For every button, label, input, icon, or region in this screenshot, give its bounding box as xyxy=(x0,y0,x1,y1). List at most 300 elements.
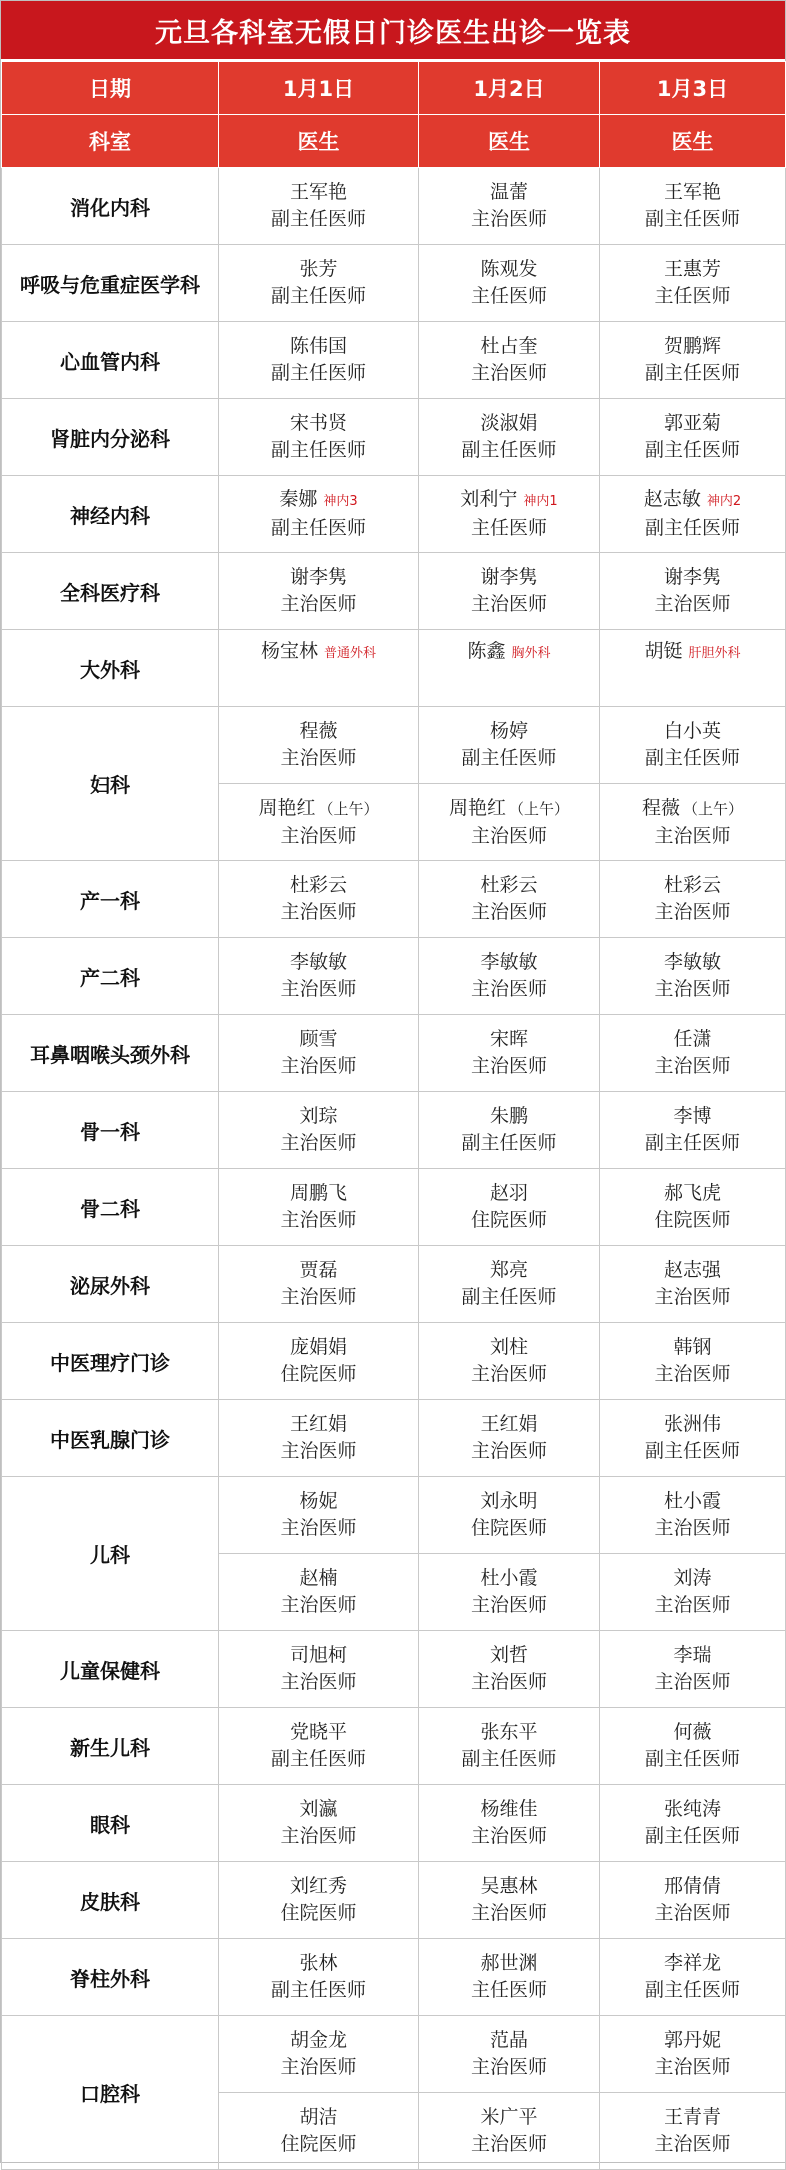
doctor-name-line xyxy=(219,638,418,667)
doctor-cell xyxy=(600,1554,786,1631)
department-name: 眼科 xyxy=(2,1785,219,1862)
doctor-title: 副主任医师 xyxy=(461,1286,557,1308)
doctor-cell xyxy=(219,2016,419,2093)
doctor-cell xyxy=(600,1400,786,1477)
doctor-name-line xyxy=(419,638,599,667)
doctor-name: 李敏敏 xyxy=(480,951,538,973)
doctor-title: 副主任医师 xyxy=(461,439,557,461)
doctor-cell xyxy=(600,322,786,399)
doctor-name: 杨维佳 xyxy=(480,1798,538,1820)
doctor-cell xyxy=(219,861,419,938)
doctor-cell xyxy=(419,168,600,245)
doctor-label-day2: 医生 xyxy=(419,115,600,168)
doctor-title: 副主任医师 xyxy=(644,1440,740,1462)
doctor-name: 刘瀛 xyxy=(299,1798,338,1820)
doctor-name-line xyxy=(219,1257,418,1284)
doctor-name: 刘利宁 xyxy=(460,488,518,510)
doctor-title: 副主任医师 xyxy=(270,208,366,230)
doctor-name: 杜彩云 xyxy=(289,874,347,896)
doctor-cell xyxy=(419,1246,600,1323)
doctor-name: 胡洁 xyxy=(299,2106,338,2128)
doctor-cell xyxy=(219,1939,419,2016)
doctor-name-line xyxy=(600,1103,785,1130)
doctor-title: 主治医师 xyxy=(280,593,357,615)
doctor-name-line xyxy=(600,486,785,515)
doctor-name-line xyxy=(600,1642,785,1669)
table-row xyxy=(2,1015,786,1092)
doctor-name-line xyxy=(600,1026,785,1053)
doctor-cell xyxy=(419,1015,600,1092)
doctor-title: 主治医师 xyxy=(470,1363,547,1385)
department-name: 新生儿科 xyxy=(2,1708,219,1785)
doctor-title: 副主任医师 xyxy=(270,362,366,384)
doctor-cell xyxy=(419,399,600,476)
doctor-name-line xyxy=(219,1103,418,1130)
page-title: 元旦各科室无假日门诊医生出诊一览表 xyxy=(1,1,785,61)
doctor-name: 周艳红 xyxy=(258,796,316,819)
doctor-title: 副主任医师 xyxy=(644,362,740,384)
doctor-title: 主治医师 xyxy=(654,901,731,923)
doctor-title: 主治医师 xyxy=(470,1902,547,1924)
doctor-title: 副主任医师 xyxy=(644,1748,740,1770)
doctor-cell xyxy=(419,861,600,938)
table-row xyxy=(2,245,786,322)
department-name: 呼吸与危重症医学科 xyxy=(2,245,219,322)
doctor-cell xyxy=(600,1939,786,2016)
doctor-name: 贺鹏辉 xyxy=(663,335,721,357)
doctor-cell xyxy=(419,1862,600,1939)
doctor-name: 白小英 xyxy=(663,720,721,742)
department-name: 皮肤科 xyxy=(2,1862,219,1939)
doctor-name: 刘涛 xyxy=(673,1567,712,1589)
table-row xyxy=(2,1785,786,1862)
table-row xyxy=(2,1169,786,1246)
doctor-title: 主治医师 xyxy=(654,1671,731,1693)
doctor-cell xyxy=(219,399,419,476)
doctor-cell xyxy=(419,476,600,553)
doctor-title: 副主任医师 xyxy=(270,517,366,539)
doctor-name-line xyxy=(600,333,785,360)
doctor-name-line xyxy=(219,1565,418,1592)
doctor-name: 米广平 xyxy=(480,2106,538,2128)
doctor-title: 主治医师 xyxy=(470,1594,547,1616)
doctor-cell xyxy=(219,1477,419,1554)
doctor-name-line xyxy=(600,1488,785,1515)
department-name: 肾脏内分泌科 xyxy=(2,399,219,476)
doctor-name-line xyxy=(419,1488,599,1515)
doctor-cell xyxy=(219,553,419,630)
doctor-title: 副主任医师 xyxy=(461,1132,557,1154)
doctor-title: 住院医师 xyxy=(470,1517,547,1539)
doctor-title: 副主任医师 xyxy=(644,1825,740,1847)
doctor-cell xyxy=(600,399,786,476)
table-row xyxy=(2,938,786,1015)
doctor-cell xyxy=(419,245,600,322)
doctor-cell xyxy=(419,2093,600,2170)
doctor-title: 主治医师 xyxy=(470,2056,547,2078)
doctor-name-line xyxy=(219,718,418,745)
table-row xyxy=(2,168,786,245)
doctor-name-line xyxy=(600,949,785,976)
doctor-name: 秦娜 xyxy=(279,488,318,510)
doctor-cell xyxy=(219,630,419,707)
doctor-name-line xyxy=(419,410,599,437)
table-row xyxy=(2,707,786,784)
doctor-title: 副主任医师 xyxy=(270,439,366,461)
doctor-name-line xyxy=(600,1796,785,1823)
doctor-label-day1: 医生 xyxy=(219,115,419,168)
doctor-cell xyxy=(419,1092,600,1169)
table-row xyxy=(2,1246,786,1323)
doctor-title: 主治医师 xyxy=(470,1055,547,1077)
doctor-name-line xyxy=(419,949,599,976)
doctor-cell xyxy=(419,1323,600,1400)
doctor-name: 陈伟国 xyxy=(289,335,347,357)
doctor-name-line xyxy=(219,1488,418,1515)
doctor-cell xyxy=(600,630,786,707)
doctor-name: 范晶 xyxy=(489,2029,528,2051)
doctor-title: 副主任医师 xyxy=(644,208,740,230)
column-header-row xyxy=(2,115,786,168)
doctor-cell xyxy=(419,553,600,630)
doctor-title: 副主任医师 xyxy=(644,517,740,539)
doctor-cell xyxy=(600,1631,786,1708)
doctor-title: 住院医师 xyxy=(280,2133,357,2155)
doctor-title: 主治医师 xyxy=(280,1132,357,1154)
doctor-name: 赵楠 xyxy=(299,1567,338,1589)
doctor-name-line xyxy=(600,2027,785,2054)
doctor-name: 杨宝林 xyxy=(260,640,318,662)
doctor-name-line xyxy=(419,1642,599,1669)
doctor-name-line xyxy=(600,256,785,283)
doctor-name: 周鹏飞 xyxy=(289,1182,347,1204)
session-note: （上午） xyxy=(683,799,744,818)
doctor-name-line xyxy=(600,1180,785,1207)
doctor-name-line xyxy=(219,1180,418,1207)
doctor-name: 李博 xyxy=(673,1105,712,1127)
department-name: 大外科 xyxy=(2,630,219,707)
doctor-cell xyxy=(600,1246,786,1323)
doctor-name: 张洲伟 xyxy=(663,1413,721,1435)
doctor-cell xyxy=(419,1554,600,1631)
department-name: 妇科 xyxy=(2,707,219,861)
doctor-title: 主治医师 xyxy=(280,1440,357,1462)
subspecialty-tag: 神内2 xyxy=(706,494,742,509)
doctor-name: 党晓平 xyxy=(289,1721,347,1743)
doctor-name-line xyxy=(600,1411,785,1438)
doctor-title: 主治医师 xyxy=(470,901,547,923)
doctor-cell xyxy=(600,2093,786,2170)
doctor-cell xyxy=(600,1169,786,1246)
doctor-cell xyxy=(600,1477,786,1554)
doctor-name-line xyxy=(419,1180,599,1207)
doctor-name-line xyxy=(600,564,785,591)
doctor-name-line xyxy=(219,1950,418,1977)
doctor-name-line xyxy=(600,1873,785,1900)
doctor-name: 周艳红 xyxy=(448,796,506,819)
doctor-name: 王红娟 xyxy=(480,1413,538,1435)
doctor-cell xyxy=(419,630,600,707)
doctor-name-line xyxy=(600,1719,785,1746)
doctor-name-line xyxy=(419,2104,599,2131)
doctor-cell xyxy=(600,1785,786,1862)
doctor-title: 主治医师 xyxy=(654,2056,731,2078)
department-name: 产一科 xyxy=(2,861,219,938)
doctor-cell xyxy=(219,1015,419,1092)
doctor-title: 主治医师 xyxy=(470,1671,547,1693)
department-name: 骨二科 xyxy=(2,1169,219,1246)
doctor-cell xyxy=(219,1092,419,1169)
table-row xyxy=(2,1631,786,1708)
doctor-name-line xyxy=(419,179,599,206)
doctor-name-line xyxy=(600,179,785,206)
doctor-name: 赵志敏 xyxy=(643,488,701,510)
doctor-name-line xyxy=(219,949,418,976)
doctor-name-line xyxy=(600,410,785,437)
doctor-name: 程薇 xyxy=(641,796,680,819)
doctor-name-line xyxy=(419,2027,599,2054)
doctor-name: 陈观发 xyxy=(480,258,538,280)
doctor-title: 住院医师 xyxy=(470,1209,547,1231)
doctor-name-line xyxy=(419,256,599,283)
doctor-cell xyxy=(600,707,786,784)
doctor-name-line xyxy=(419,718,599,745)
doctor-title: 主治医师 xyxy=(280,978,357,1000)
doctor-name-line xyxy=(600,718,785,745)
doctor-name: 郑亮 xyxy=(489,1259,528,1281)
doctor-name-line xyxy=(600,1257,785,1284)
date-header-row xyxy=(2,62,786,115)
doctor-cell xyxy=(219,1631,419,1708)
doctor-cell xyxy=(219,245,419,322)
doctor-name-line xyxy=(419,795,599,823)
doctor-title: 主治医师 xyxy=(470,208,547,230)
doctor-name: 郭丹妮 xyxy=(663,2029,721,2051)
table-row xyxy=(2,1323,786,1400)
doctor-name-line xyxy=(219,2027,418,2054)
doctor-name-line xyxy=(600,1950,785,1977)
doctor-name: 杜小霞 xyxy=(480,1567,538,1589)
doctor-name: 王军艳 xyxy=(289,181,347,203)
doctor-cell xyxy=(219,322,419,399)
doctor-name-line xyxy=(419,1719,599,1746)
doctor-name-line xyxy=(219,795,418,823)
doctor-name: 杜小霞 xyxy=(663,1490,721,1512)
doctor-name: 王惠芳 xyxy=(663,258,721,280)
doctor-name: 淡淑娟 xyxy=(480,412,538,434)
doctor-cell xyxy=(219,1554,419,1631)
doctor-name-line xyxy=(419,1257,599,1284)
table-row xyxy=(2,1400,786,1477)
table-row xyxy=(2,322,786,399)
schedule-table xyxy=(1,61,786,2170)
doctor-name: 刘永明 xyxy=(480,1490,538,1512)
table-row xyxy=(2,2016,786,2093)
doctor-title: 主治医师 xyxy=(654,1594,731,1616)
doctor-cell xyxy=(419,2016,600,2093)
doctor-name: 杜占奎 xyxy=(480,335,538,357)
doctor-name: 王红娟 xyxy=(289,1413,347,1435)
doctor-cell xyxy=(600,1015,786,1092)
doctor-cell xyxy=(219,707,419,784)
session-note: （上午） xyxy=(318,799,379,818)
doctor-name-line xyxy=(419,486,599,515)
doctor-cell xyxy=(219,1785,419,1862)
doctor-name-line xyxy=(219,872,418,899)
doctor-title: 副主任医师 xyxy=(644,747,740,769)
doctor-title: 主治医师 xyxy=(654,1517,731,1539)
table-row xyxy=(2,1477,786,1554)
doctor-cell xyxy=(600,1092,786,1169)
doctor-cell xyxy=(600,1862,786,1939)
doctor-name: 张纯涛 xyxy=(663,1798,721,1820)
doctor-title: 主治医师 xyxy=(280,1594,357,1616)
doctor-name: 何薇 xyxy=(673,1721,712,1743)
doctor-cell xyxy=(419,707,600,784)
subspecialty-tag: 肝胆外科 xyxy=(688,646,741,661)
doctor-name: 邢倩倩 xyxy=(663,1875,721,1897)
doctor-name: 郝世渊 xyxy=(480,1952,538,1974)
doctor-name: 张芳 xyxy=(299,258,338,280)
doctor-name-line xyxy=(219,486,418,515)
doctor-title: 主治医师 xyxy=(654,2133,731,2155)
doctor-name-line xyxy=(219,410,418,437)
doctor-name-line xyxy=(419,564,599,591)
doctor-name-line xyxy=(219,1873,418,1900)
doctor-name: 王军艳 xyxy=(663,181,721,203)
doctor-title: 主任医师 xyxy=(654,285,731,307)
doctor-name: 杨妮 xyxy=(299,1490,338,1512)
doctor-name-line xyxy=(219,1334,418,1361)
doctor-cell xyxy=(419,938,600,1015)
doctor-cell xyxy=(419,1169,600,1246)
doctor-cell xyxy=(419,1939,600,2016)
department-name: 脊柱外科 xyxy=(2,1939,219,2016)
doctor-cell xyxy=(419,1400,600,1477)
doctor-cell xyxy=(219,1169,419,1246)
session-note: （上午） xyxy=(509,799,570,818)
doctor-name-line xyxy=(419,1103,599,1130)
doctor-name: 赵志强 xyxy=(663,1259,721,1281)
doctor-name-line xyxy=(219,333,418,360)
doctor-cell xyxy=(419,322,600,399)
table-row xyxy=(2,1708,786,1785)
doctor-name: 郭亚菊 xyxy=(663,412,721,434)
doctor-name-line xyxy=(600,1334,785,1361)
doctor-cell xyxy=(600,938,786,1015)
department-name: 耳鼻咽喉头颈外科 xyxy=(2,1015,219,1092)
department-name: 神经内科 xyxy=(2,476,219,553)
doctor-name: 王青青 xyxy=(663,2106,721,2128)
doctor-name: 刘琮 xyxy=(299,1105,338,1127)
doctor-name: 刘红秀 xyxy=(289,1875,347,1897)
department-name: 儿科 xyxy=(2,1477,219,1631)
doctor-title: 主治医师 xyxy=(654,1902,731,1924)
doctor-title: 主治医师 xyxy=(470,362,547,384)
doctor-name-line xyxy=(419,1950,599,1977)
table-row xyxy=(2,399,786,476)
doctor-name-line xyxy=(419,1026,599,1053)
doctor-cell xyxy=(219,938,419,1015)
doctor-name: 谢李隽 xyxy=(663,566,721,588)
table-row xyxy=(2,1939,786,2016)
doctor-name: 程薇 xyxy=(299,720,338,742)
doctor-name: 宋书贤 xyxy=(289,412,347,434)
doctor-name: 胡铤 xyxy=(644,640,683,662)
department-name: 中医理疗门诊 xyxy=(2,1323,219,1400)
doctor-title: 主治医师 xyxy=(280,824,357,847)
doctor-cell xyxy=(600,1323,786,1400)
doctor-name: 郝飞虎 xyxy=(663,1182,721,1204)
table-row xyxy=(2,553,786,630)
doctor-cell xyxy=(419,1708,600,1785)
doctor-title: 主治医师 xyxy=(280,1286,357,1308)
doctor-title: 住院医师 xyxy=(280,1363,357,1385)
doctor-title: 主治医师 xyxy=(280,747,357,769)
doctor-title: 主治医师 xyxy=(280,901,357,923)
table-row xyxy=(2,1862,786,1939)
doctor-title: 主治医师 xyxy=(470,824,547,847)
dept-label: 科室 xyxy=(2,115,219,168)
doctor-title: 主治医师 xyxy=(470,1440,547,1462)
doctor-name: 胡金龙 xyxy=(289,2029,347,2051)
doctor-name: 朱鹏 xyxy=(489,1105,528,1127)
doctor-cell xyxy=(419,1785,600,1862)
doctor-cell xyxy=(600,168,786,245)
doctor-title: 主治医师 xyxy=(470,2133,547,2155)
doctor-name-line xyxy=(419,1411,599,1438)
doctor-cell xyxy=(219,476,419,553)
subspecialty-tag: 神内3 xyxy=(323,494,358,509)
subspecialty-tag: 胸外科 xyxy=(511,646,551,661)
department-name: 儿童保健科 xyxy=(2,1631,219,1708)
doctor-name: 宋晖 xyxy=(489,1028,528,1050)
doctor-title: 主治医师 xyxy=(280,1825,357,1847)
doctor-name-line xyxy=(219,256,418,283)
doctor-name: 顾雪 xyxy=(299,1028,338,1050)
doctor-title: 主治医师 xyxy=(654,1363,731,1385)
doctor-name-line xyxy=(219,179,418,206)
doctor-cell xyxy=(219,168,419,245)
table-row xyxy=(2,861,786,938)
doctor-cell xyxy=(219,2093,419,2170)
doctor-title: 主治医师 xyxy=(280,2056,357,2078)
doctor-title: 副主任医师 xyxy=(644,1132,740,1154)
doctor-name: 谢李隽 xyxy=(289,566,347,588)
doctor-title: 主治医师 xyxy=(470,593,547,615)
doctor-title: 主治医师 xyxy=(654,593,731,615)
doctor-title: 主治医师 xyxy=(654,978,731,1000)
doctor-title: 副主任医师 xyxy=(461,1748,557,1770)
department-name: 骨一科 xyxy=(2,1092,219,1169)
department-name: 口腔科 xyxy=(2,2016,219,2170)
doctor-name-line xyxy=(419,333,599,360)
doctor-name: 司旭柯 xyxy=(289,1644,347,1666)
doctor-title: 副主任医师 xyxy=(270,1748,366,1770)
doctor-cell xyxy=(219,1323,419,1400)
doctor-name: 李敏敏 xyxy=(663,951,721,973)
table-row xyxy=(2,1092,786,1169)
doctor-name-line xyxy=(419,872,599,899)
doctor-name-line xyxy=(600,795,785,823)
table-row xyxy=(2,476,786,553)
doctor-cell xyxy=(600,476,786,553)
doctor-title: 主治医师 xyxy=(470,1825,547,1847)
doctor-name: 李敏敏 xyxy=(289,951,347,973)
date-day2: 1月2日 xyxy=(419,62,600,115)
doctor-cell xyxy=(219,1708,419,1785)
doctor-cell xyxy=(419,784,600,861)
